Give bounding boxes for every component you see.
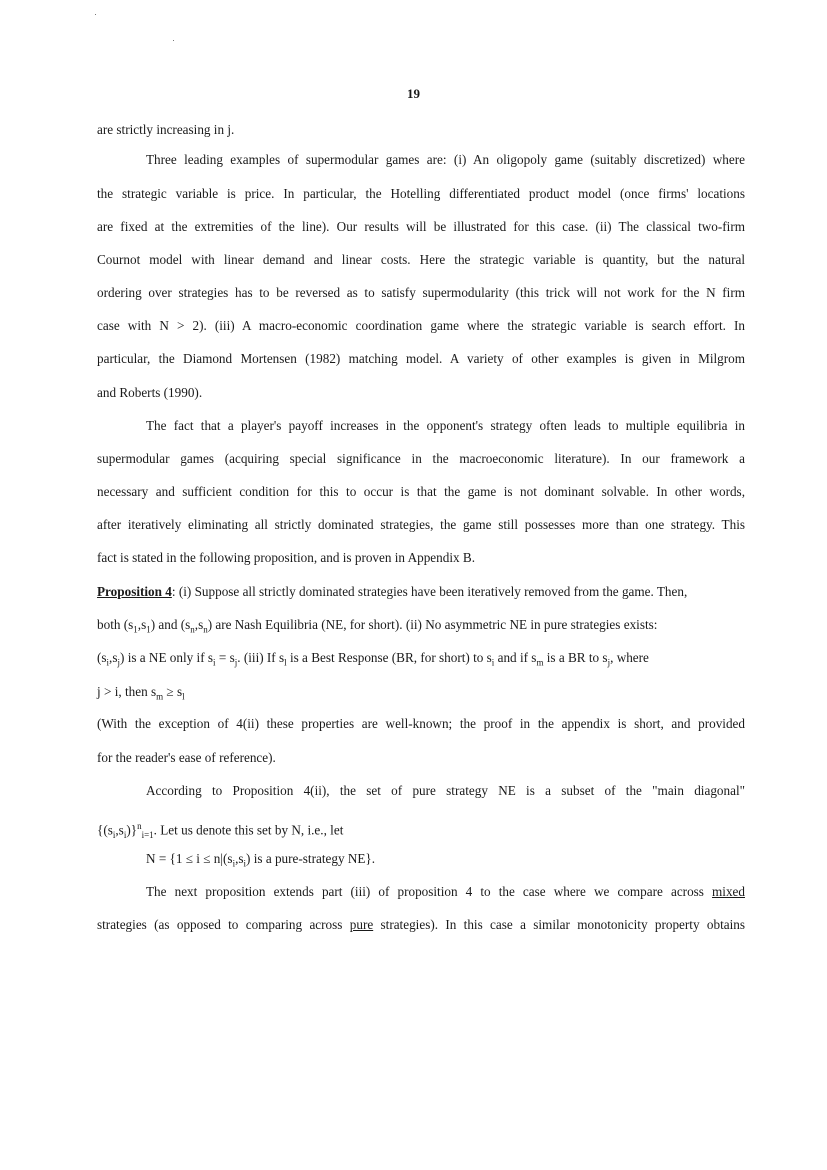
- text-line: after iteratively eliminating all strictly dominated strategies, the game still possesses more than one strategy. This: [97, 517, 745, 532]
- text-line: The fact that a player's payoff increases in the opponent's strategy often leads to multiple equilibria in: [146, 418, 745, 433]
- text-line: are fixed at the extremities of the line). Our results will be illustrated for this case. (ii) The classical two-firm: [97, 219, 745, 234]
- text-line: supermodular games (acquiring special significance in the macroeconomic literature). In our framework a: [97, 451, 745, 466]
- text-line: necessary and sufficient condition for this to occur is that the game is not dominant solvable. In other words,: [97, 484, 745, 499]
- text-line: Cournot model with linear demand and linear costs. Here the strategic variable is quantity, but the natural: [97, 252, 745, 267]
- scan-speck: [173, 40, 174, 41]
- text-line: (With the exception of 4(ii) these properties are well-known; the proof in the appendix is short, and provided: [97, 716, 745, 731]
- text-line: particular, the Diamond Mortensen (1982) matching model. A variety of other examples is given in Milgrom: [97, 351, 745, 366]
- text-line: strategies (as opposed to comparing across pure strategies). In this case a similar monotonicity property obtains: [97, 917, 745, 932]
- text-line: ordering over strategies has to be reversed as to satisfy supermodularity (this trick will not work for the N firm: [97, 285, 745, 300]
- proposition-line: j > i, then $s_m \ge s_l$: [97, 684, 185, 702]
- text-line: are strictly increasing in j.: [97, 122, 235, 137]
- set-definition: $N = \{1 \le i \le n|(s_i,s_i)$ is a pure-strategy NE}.: [146, 851, 376, 869]
- page-number: 19: [407, 86, 420, 101]
- text-line: the strategic variable is price. In particular, the Hotelling differentiated product model (once firms' locations: [97, 186, 745, 201]
- text-line: According to Proposition 4(ii), the set of pure strategy NE is a subset of the "main diagonal": [146, 783, 745, 798]
- text-line: The next proposition extends part (iii) of proposition 4 to the case where we compare across mixed: [146, 884, 745, 899]
- proposition-heading: Proposition 4: [97, 584, 172, 599]
- proposition-line: $(s_i,s_j)$ is a NE only if $s_i = s_j$. (iii) If $s_l$ is a Best Response (BR, for short) to $s_i$ and if $s_m$ is a BR to $s_j$, where: [97, 650, 649, 668]
- text-line: $\{(s_i,s_i)\}^n_{i=1}$. Let us denote this set by N, i.e., let: [97, 821, 344, 841]
- text-line: case with N > 2). (iii) A macro-economic coordination game where the strategic variable is search effort. In: [97, 318, 745, 333]
- text-line: and Roberts (1990).: [97, 385, 203, 400]
- scan-speck: [95, 14, 96, 15]
- proposition-line: Proposition 4: (i) Suppose all strictly dominated strategies have been iteratively removed from the game. Then,: [97, 584, 688, 599]
- text-line: Three leading examples of supermodular games are: (i) An oligopoly game (suitably discretized) where: [146, 152, 745, 167]
- text-line: for the reader's ease of reference).: [97, 750, 276, 765]
- proposition-line: both $(s_1,s_1)$ and $(s_n,s_n)$ are Nash Equilibria (NE, for short). (ii) No asymmetric NE in pure strategies exists:: [97, 617, 658, 635]
- text-line: fact is stated in the following proposition, and is proven in Appendix B.: [97, 550, 475, 565]
